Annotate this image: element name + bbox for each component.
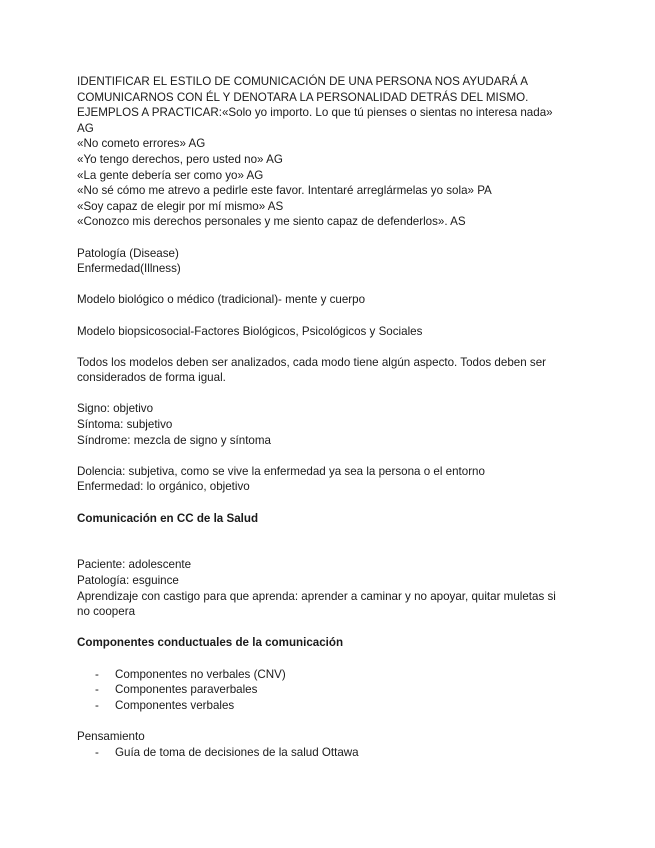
modelo-biologico: Modelo biológico o médico (tradicional)- mente y cuerpo — [77, 293, 366, 307]
sintoma-line: Síntoma: subjetivo — [77, 418, 173, 432]
dash-bullet: - — [95, 698, 99, 712]
spacer — [77, 526, 577, 542]
document-page — [77, 74, 577, 760]
dolencia-line: Dolencia: subjetiva, como se vive la enfermedad ya sea la persona o el entorno — [77, 464, 485, 478]
list-item-text: Guía de toma de decisiones de la salud Ottawa — [115, 745, 359, 759]
example-line: «Conozco mis derechos personales y me siento capaz de defenderlos». AS — [77, 215, 466, 229]
spacer — [77, 308, 577, 324]
list-item — [77, 698, 577, 714]
componentes-list — [77, 667, 577, 714]
caso-patologia-line: Patología: esguince — [77, 574, 179, 587]
spacer — [77, 620, 577, 636]
spacer — [77, 542, 577, 558]
spacer — [77, 448, 577, 464]
spacer — [77, 277, 577, 293]
list-item — [77, 745, 577, 761]
heading-componentes: Componentes conductuales de la comunicación — [77, 636, 344, 650]
patologia-line: Patología (Disease) — [77, 246, 179, 260]
enfermedad-line: Enfermedad(Illness) — [77, 262, 181, 276]
dash-bullet: - — [95, 683, 99, 697]
aprendizaje-line-1: Aprendizaje con castigo para que aprenda: aprender a caminar y no apoyar, quitar muletas si — [77, 589, 556, 603]
spacer — [77, 713, 577, 729]
paciente-line: Paciente: adolescente — [77, 558, 192, 572]
modelo-biopsicosocial: Modelo biopsicosocial-Factores Biológicos, Psicológicos y Sociales — [77, 324, 423, 338]
list-item-text: Componentes verbales — [115, 698, 235, 712]
list-item — [77, 682, 577, 698]
dash-bullet: - — [95, 667, 99, 681]
example-line: «Soy capaz de elegir por mí mismo» AS — [77, 199, 284, 213]
spacer — [77, 495, 577, 511]
sindrome-line: Síndrome: mezcla de signo y síntoma — [77, 433, 271, 447]
aprendizaje-line-2: no coopera — [77, 605, 136, 619]
signo-line: Signo: objetivo — [77, 402, 154, 416]
intro-line-2: COMUNICARNOS CON ÉL Y DENOTARA LA PERSONALIDAD DETRÁS DEL MISMO. — [77, 90, 529, 104]
example-line: «No sé cómo me atrevo a pedirle este favor. Intentaré arreglármelas yo sola» PA — [77, 184, 492, 198]
example-line: «La gente debería ser como yo» AG — [77, 168, 264, 182]
spacer — [77, 339, 577, 355]
example-line: «Yo tengo derechos, pero usted no» AG — [77, 152, 283, 166]
spacer — [77, 386, 577, 402]
list-item-text: Componentes paraverbales — [115, 683, 258, 697]
spacer — [77, 230, 577, 246]
heading-comunicacion: Comunicación en CC de la Salud — [77, 511, 259, 525]
spacer — [77, 651, 577, 667]
enfermedad-organica-line: Enfermedad: lo orgánico, objetivo — [77, 480, 250, 494]
pensamiento-label: Pensamiento — [77, 729, 145, 743]
intro-line-3: EJEMPLOS A PRACTICAR:«Solo yo importo. Lo que tú pienses o sientas no interesa nada» — [77, 106, 553, 120]
todos-modelos-line-1: Todos los modelos deben ser analizados, cada modo tiene algún aspecto. Todos deben ser — [77, 355, 547, 369]
intro-line-1: IDENTIFICAR EL ESTILO DE COMUNICACIÓN DE UNA PERSONA NOS AYUDARÁ A — [77, 75, 528, 88]
intro-line-4: AG — [77, 121, 94, 135]
todos-modelos-line-2: considerados de forma igual. — [77, 371, 226, 385]
dash-bullet: - — [95, 745, 99, 759]
example-line: «No cometo errores» AG — [77, 137, 206, 151]
pensamiento-list — [77, 745, 577, 761]
list-item — [77, 667, 577, 683]
list-item-text: Componentes no verbales (CNV) — [115, 667, 286, 681]
